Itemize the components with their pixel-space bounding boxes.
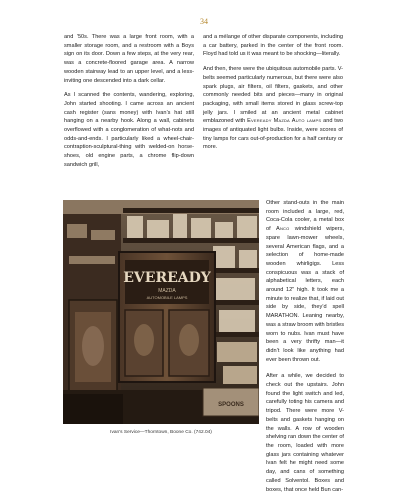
brand-eveready-mazda: Eveready Mazda [247, 118, 290, 125]
cabinet-subtext-2: AUTOMOBILE LAMPS [146, 295, 188, 300]
right-column-text [203, 33, 343, 158]
right-paragraph-1: and a mélange of other disparate components, including a car battery, parked in the center of the front room. Floyd had told us it was meant to be shocking—literally. [203, 34, 343, 58]
page-number: 34 [200, 17, 208, 26]
right-paragraph-2: And then, there were the ubiquitous automobile parts. V-belts seemed particularly numerous, but there were also spark plugs, air filters, oil filters, gaskets, and other commonly needed bits and pieces—many in original packaging, with small items stored in glass screw-top jelly jars. I smiled at an ancient metal cabinet emblazoned with Eveready Mazda Auto lamps and two images of antiquated light bulbs. Inside, were scores of tiny lamps for cars out-of-production for a half century or more. [203, 66, 344, 151]
brand-auto-lamps: Auto lamps [291, 118, 322, 125]
photo-caption: Ivan’s Service—Thorntown, Boone Co. (742.04) [110, 430, 212, 435]
brand-anco: Anco [276, 226, 290, 233]
floor-box-label: SPOONS [218, 402, 244, 408]
right-paragraph-3: Other stand-outs in the main room included a large, red, Coca-Cola cooler, a metal box of Anco windshield wipers, spare lawn-mower wheels, several American flags, and a selection of home-made wooden whirligigs. Less conspicuous was a stack of alphabetical letters, each around 12" high. It took me a minute to realize that, if laid out side by side, they’d spell MARATHON. Leaning nearby, was a straw broom with bristles worn to nubs. Ivan must have been a very thrifty man—it didn’t look like anything had ever been thrown out. [266, 200, 344, 363]
store-interior-photo [63, 200, 259, 424]
left-paragraph-2: As I scanned the contents, wandering, exploring, John started shooting. I came across an ancient cash register (sans money) with Ivan’s hat still hanging on a nearby hook. Along a wall, cabinets overflowed with a conglomeration of what-nots and odds-and-ends. I particularly liked a wheel-chair-contraption-sculptural-thing with welded-on horse-shoes, old engine parts, a chrome flip-down sandwich grill, [64, 92, 194, 168]
cabinet-sign-text: EVEREADY [123, 270, 211, 286]
left-paragraph-1: and ’50s. There was a large front room, with a smaller storage room, and a restroom with a Boys sign on its door. Down a few steps, at the very rear, was a concrete-floored garage area. A narrow wooden stairway lead to an upper level, and a less-inviting one descended into a dark cellar. [64, 34, 194, 84]
cabinet-subtext: MAZDA [158, 288, 176, 294]
left-column-text [64, 33, 194, 176]
right-paragraph-4: After a while, we decided to check out the upstairs. John found the light switch and led, carefully toting his camera and tripod. There were more V-belts and gaskets hanging on the walls. A row of wooden shelving ran down the center of the room, loaded with more glass jars containing whatever Ivan felt he might need some day, and cans of something called Solventol. Boxes and boxes, that once held Bun can- [266, 373, 344, 493]
right-narrow-column-text [266, 199, 344, 502]
